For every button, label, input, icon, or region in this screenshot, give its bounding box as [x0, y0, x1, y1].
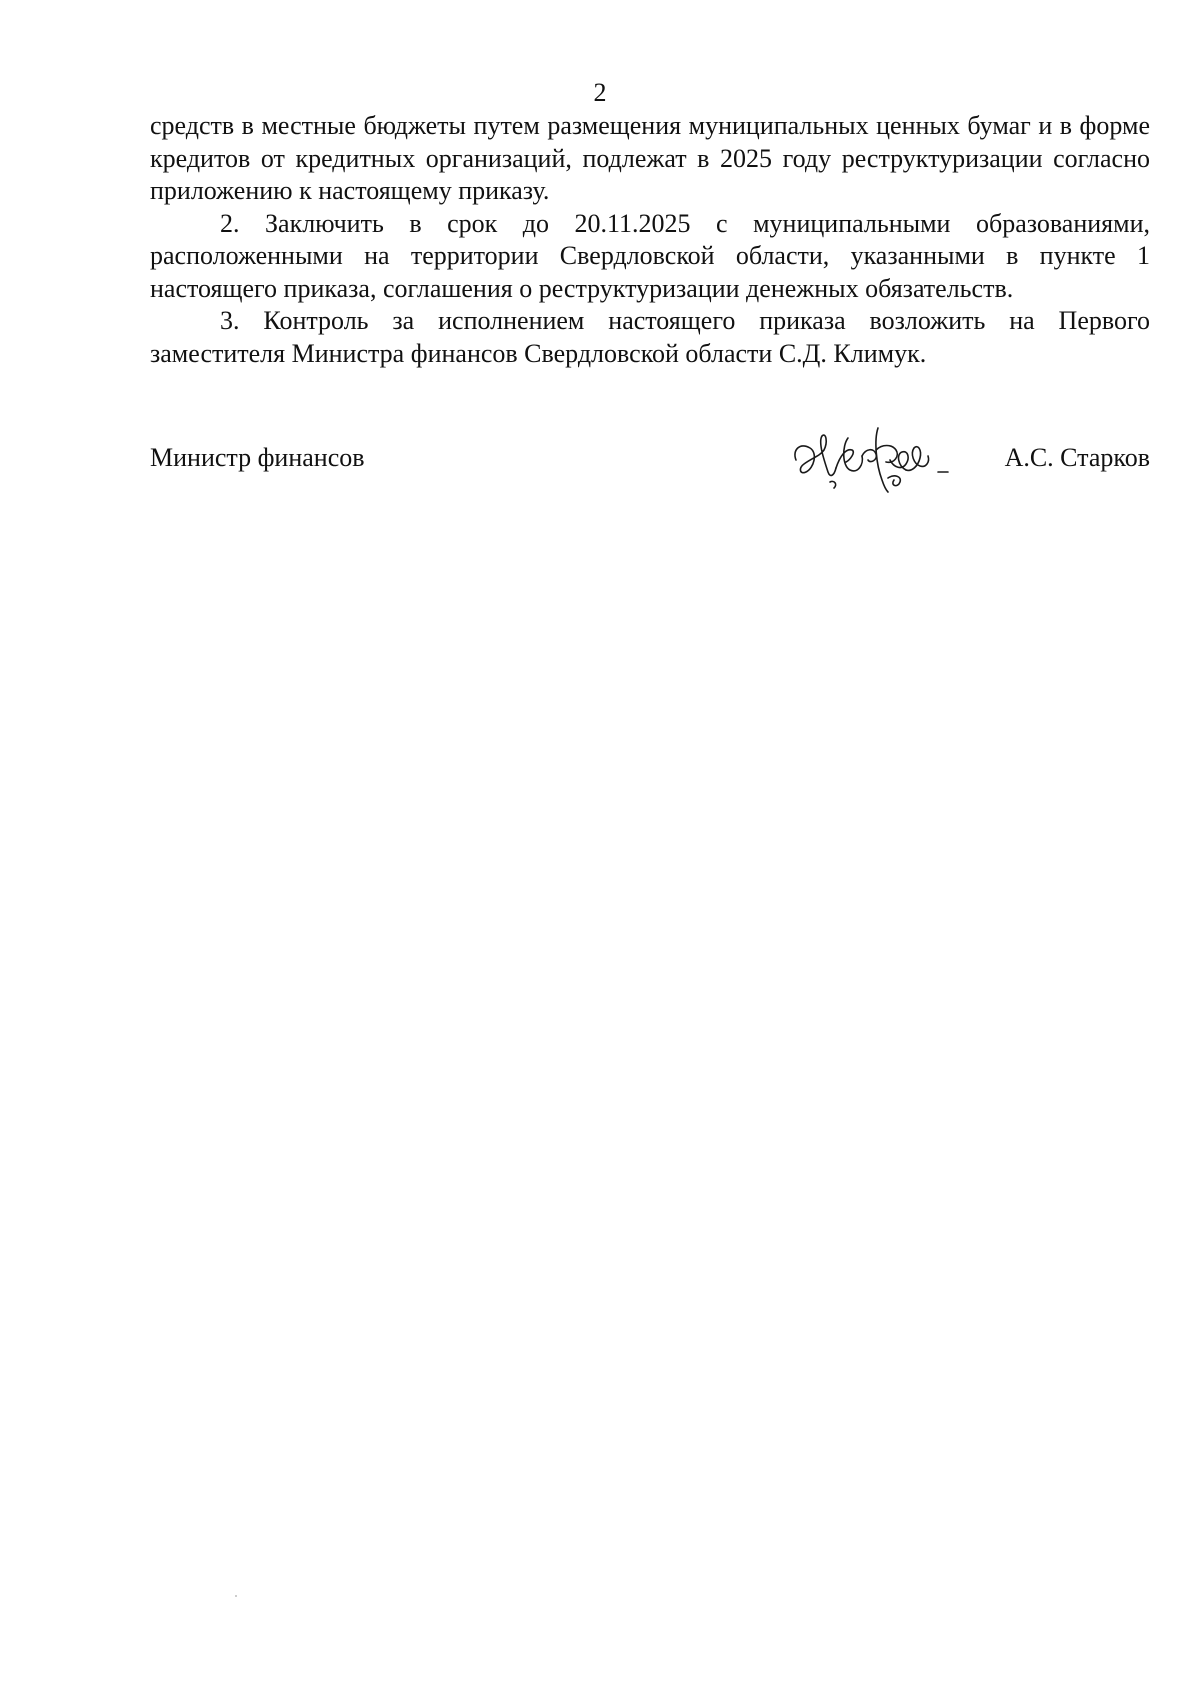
handwritten-signature-icon: [790, 420, 960, 500]
scan-speck: [235, 1595, 237, 1597]
signer-name: А.С. Старков: [1004, 443, 1150, 472]
document-body: [150, 110, 1150, 370]
paragraph-continuation: средств в местные бюджеты путем размещения муниципальных ценных бумаг и в форме кредитов от кредитных организаций, подлежат в 2025 году реструктуризации согласно приложению к настоящему приказу.: [150, 111, 1150, 205]
page-number: 2: [593, 78, 607, 107]
paragraph-item-2: 2. Заключить в срок до 20.11.2025 с муниципальными образованиями, расположенными на территории Свердловской области, указанными в пункте 1 настоящего приказа, соглашения о реструктуризации денежных обязательств.: [150, 208, 1150, 303]
signer-title: Министр финансов: [150, 443, 365, 472]
signature-block: [150, 420, 1150, 500]
paragraph-item-3: 3. Контроль за исполнением настоящего приказа возложить на Первого заместителя Министра финансов Свердловской области С.Д. Климук.: [150, 306, 1150, 368]
